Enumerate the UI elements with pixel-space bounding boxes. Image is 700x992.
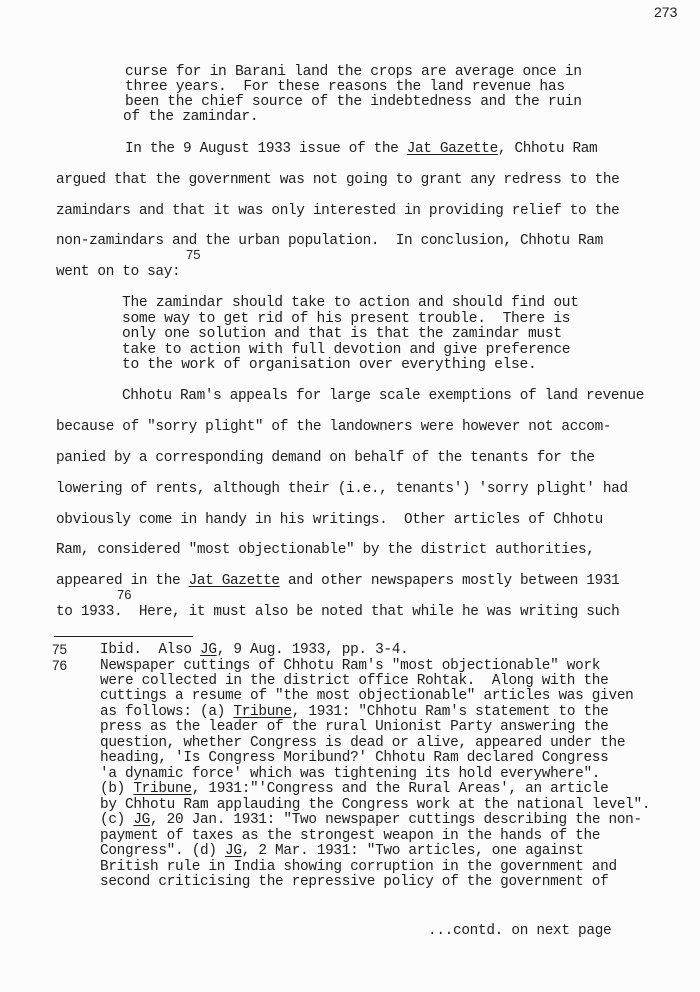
- footnote-line: British rule in India showing corruption in the government and: [100, 859, 617, 875]
- text: appeared in the: [56, 573, 189, 589]
- paragraph-line: lowering of rents, although their (i.e., tenants') 'sorry plight' had: [56, 481, 628, 497]
- quote-line: three years. For these reasons the land revenue has: [125, 79, 565, 95]
- page-number: 273: [654, 4, 678, 20]
- text: In the 9 August 1933 issue of the: [125, 141, 407, 157]
- footnote-separator: [54, 636, 193, 637]
- text: , Chhotu Ram: [497, 141, 598, 157]
- text: , 1931:"'Congress and the Rural Areas', an article: [191, 781, 609, 797]
- footnote-line: cuttings a resume of "the most objectionable" articles was given: [100, 688, 634, 704]
- footnote-text: [100, 642, 408, 658]
- text: Congress". (d): [100, 843, 226, 859]
- paragraph-line: to 1933. Here, it must also be noted that while he was writing such: [56, 604, 620, 620]
- quote-line: been the chief source of the indebtedness and the ruin: [125, 94, 582, 110]
- footnote-reference: 76: [117, 587, 132, 602]
- newspaper-title: Tribune: [133, 781, 192, 797]
- abbreviation: JG: [133, 812, 151, 828]
- text: Ibid. Also: [100, 642, 201, 658]
- footnote-line: [100, 704, 609, 720]
- footnote-line: were collected in the district office Rohtak. Along with the: [100, 673, 609, 689]
- text: (c): [100, 812, 134, 828]
- footnote-line: payment of taxes as the strongest weapon in the hands of the: [100, 828, 601, 844]
- footnote-line: heading, 'Is Congress Moribund?' Chhotu Ram declared Congress: [100, 750, 609, 766]
- footnote-line: [100, 843, 584, 859]
- abbreviation: JG: [200, 642, 217, 658]
- text: , 1931: "Chhotu Ram's statement to the: [291, 704, 609, 720]
- paragraph-line: [125, 141, 597, 157]
- paragraph-line: obviously come in handy in his writings. Other articles of Chhotu: [56, 512, 603, 528]
- footnote-line: press as the leader of the rural Unionist Party answering the: [100, 719, 609, 735]
- footnote-line: [100, 781, 609, 797]
- newspaper-title: Jat Gazette: [406, 141, 498, 157]
- paragraph-line: zamindars and that it was only interested in providing relief to the: [56, 203, 620, 219]
- paragraph-line: [56, 573, 619, 589]
- text: , 9 Aug. 1933, pp. 3-4.: [216, 642, 409, 658]
- text: , 2 Mar. 1931: "Two articles, one against: [241, 843, 584, 859]
- quote-line: curse for in Barani land the crops are average once in: [125, 64, 582, 80]
- footnote-number: 75: [52, 642, 68, 657]
- quote-line: some way to get rid of his present trouble. There is: [122, 311, 571, 327]
- text: as follows: (a): [100, 704, 234, 720]
- quote-line: take to action with full devotion and give preference: [122, 342, 571, 358]
- footnote-line: second criticising the repressive policy of the government of: [100, 874, 609, 890]
- newspaper-title: Tribune: [233, 704, 292, 720]
- continuation-note: ...contd. on next page: [428, 923, 612, 939]
- text: and other newspapers mostly between 1931: [279, 573, 620, 589]
- text: , 20 Jan. 1931: "Two newspaper cuttings describing the non-: [150, 812, 642, 828]
- text: (b): [100, 781, 134, 797]
- abbreviation: JG: [225, 843, 242, 859]
- paragraph-line: went on to say:: [56, 264, 181, 280]
- paragraph-line: Chhotu Ram's appeals for large scale exemptions of land revenue: [122, 388, 645, 404]
- paragraph-line: panied by a corresponding demand on behalf of the tenants for the: [56, 450, 595, 466]
- footnote-line: 'a dynamic force' which was tightening its hold everywhere".: [100, 766, 601, 782]
- footnote-line: question, whether Congress is dead or alive, appeared under the: [100, 735, 626, 751]
- newspaper-title: Jat Gazette: [188, 573, 280, 589]
- footnote-line: Newspaper cuttings of Chhotu Ram's "most objectionable" work: [100, 658, 601, 674]
- footnote-line: [100, 812, 642, 828]
- paragraph-line: because of "sorry plight" of the landowners were however not accom-: [56, 419, 612, 435]
- footnote-line: by Chhotu Ram applauding the Congress work at the national level".: [100, 797, 651, 813]
- quote-line: The zamindar should take to action and should find out: [122, 295, 579, 311]
- footnote-reference: 75: [186, 247, 201, 262]
- footnote-number: 76: [52, 658, 68, 673]
- quote-line: to the work of organisation over everything else.: [122, 357, 537, 373]
- quote-line: only one solution and that is that the zamindar must: [122, 326, 562, 342]
- paragraph-line: non-zamindars and the urban population. In conclusion, Chhotu Ram: [56, 233, 603, 249]
- paragraph-line: Ram, considered "most objectionable" by the district authorities,: [56, 542, 595, 558]
- paragraph-line: argued that the government was not going to grant any redress to the: [56, 172, 620, 188]
- quote-line: of the zamindar.: [123, 109, 259, 125]
